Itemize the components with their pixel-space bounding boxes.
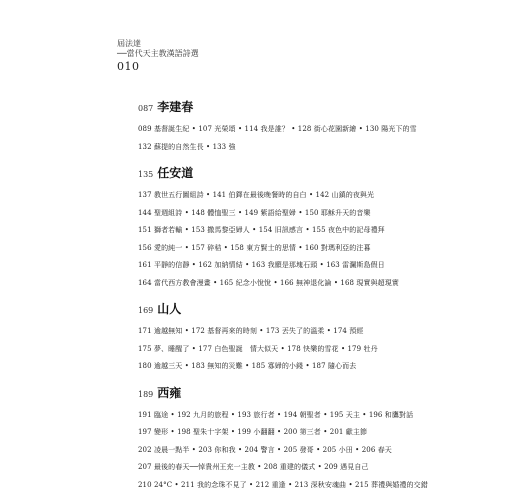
toc-section (138, 164, 418, 292)
toc-entry-line: 180 逾越三天 • 183 無知的災難 • 185 寡婦的小錢 • 187 隨心而去 (138, 362, 357, 370)
toc-section (138, 98, 418, 156)
section-page-number: 169 (138, 306, 154, 315)
section-page-number: 087 (138, 104, 154, 113)
toc-entry-line: 175 夢、睡醒了 • 177 白色聖誕 情大似天 • 178 快樂的雪花 • 179 牡丹 (138, 344, 378, 353)
toc-entry-line: 171 逾越無知 • 172 基督再來的時刻 • 173 丟失了的溫柔 • 174 預經 (138, 327, 364, 335)
section-author-name: 李建春 (157, 100, 194, 114)
toc-entry-line: 202 凌晨一點半 • 203 你和我 • 204 警言 • 205 發哥 • 205 小田 • 206 春天 (138, 445, 392, 454)
section-heading (138, 384, 418, 401)
section-heading (138, 164, 418, 181)
toc-section (138, 300, 418, 376)
toc-entry-line: 151 獅者若輸 • 153 撒馬黎亞婦人 • 154 旧訊感言 • 155 夜色中的記母禮拜 (138, 226, 385, 234)
running-header (117, 39, 199, 59)
section-author-name: 任安道 (157, 166, 194, 180)
table-of-contents (138, 98, 428, 502)
book-subtitle: ──當代天主教漢語詩選 (117, 49, 199, 58)
toc-entry-line: 164 當代西方教會漫畫 • 165 紀念小悅悅 • 166 無神退化論 • 168 現實與超現實 (138, 278, 399, 287)
toc-entry-line: 191 臨途 • 192 九月的旅程 • 193 旅行者 • 194 朝聖者 • 195 天主 • 196 和鷹對話 (138, 410, 414, 419)
toc-entry-line: 207 最後的春天──悼貴州王充一主教 • 208 重建的儀式 • 209 遇見自己 (138, 463, 369, 471)
toc-entry-line: 156 愛的純一 • 157 碎秸 • 158 東方賢士的思情 • 160 對瑪利亞的注暮 (138, 243, 371, 252)
toc-entry-line: 089 基督誕生紀 • 107 光榮頌 • 114 我是誰？ • 128 街心花園新繪 • 130 陽光下的雪 (138, 125, 417, 133)
section-page-number: 189 (138, 389, 154, 399)
section-page-number: 135 (138, 170, 154, 179)
toc-entry-line: 137 教世五行圖組詩 • 141 伯鐸在最後晚餐時的自白 • 142 山鎮的夜與光 (138, 191, 375, 199)
toc-entry-line: 210 24°C • 211 我的念珠不見了 • 212 重逢 • 213 深秋安魂曲 • 215 葬禮與婚禮的交錯 (138, 480, 428, 489)
toc-section (138, 384, 428, 495)
toc-entry-line: 197 變形 • 198 聖朱十字架 • 199 小翻翻 • 200 第三者 • 201 獻主節 (138, 428, 368, 436)
toc-entry-line: 161 平靜的信靜 • 162 加納情結 • 163 我願是那塊石頭 • 163 雷瀾斯島假日 (138, 261, 385, 269)
toc-entry-line: 132 蘇提的自然生長 • 133 強 (138, 142, 236, 151)
section-author-name: 山人 (157, 302, 182, 316)
section-author-name: 西雍 (157, 385, 182, 400)
page-number: 010 (117, 60, 140, 73)
section-heading (138, 300, 418, 317)
section-heading (138, 98, 418, 115)
book-title: 屆法達 (117, 39, 141, 48)
toc-entry-line: 144 聖週組詩 • 148 體恤聖三 • 149 紫語給聖婦 • 150 耶穌升天的音樂 (138, 208, 371, 217)
